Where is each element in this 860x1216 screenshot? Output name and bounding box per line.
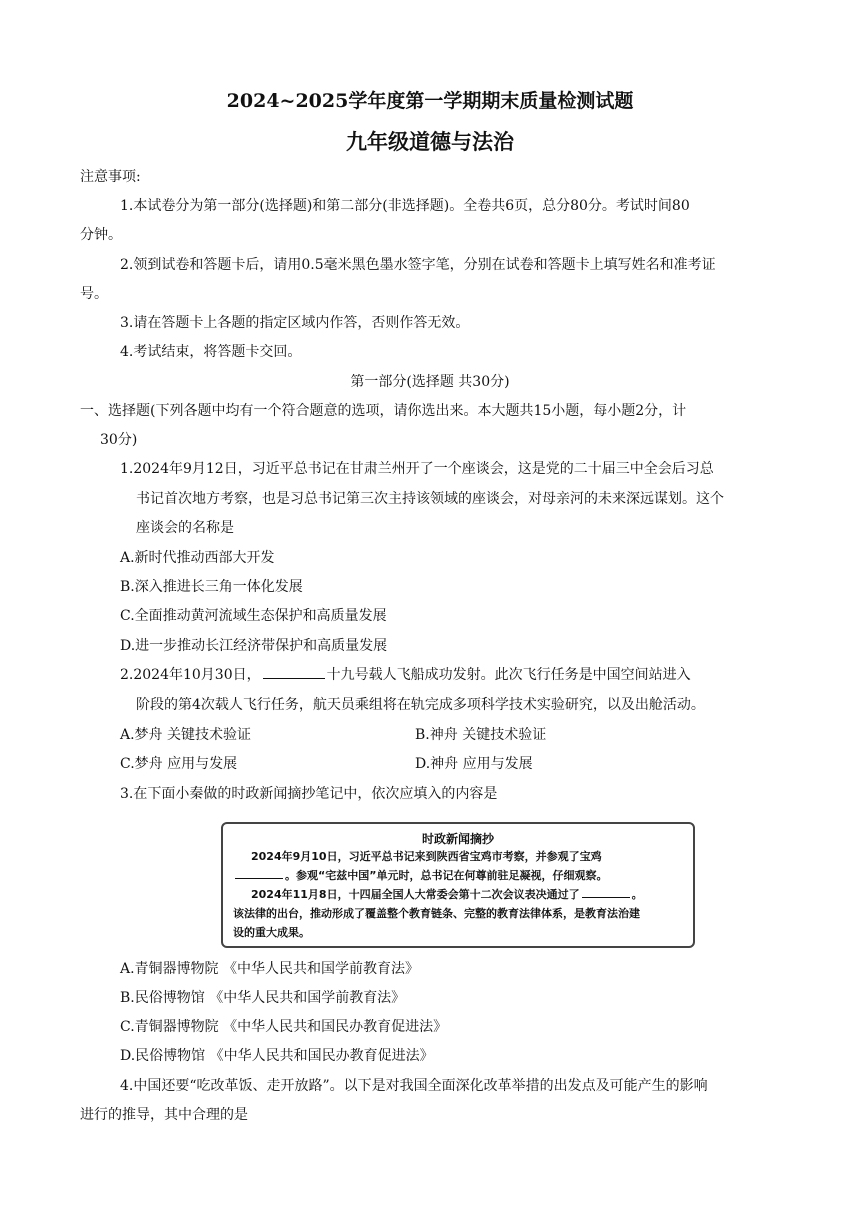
q4-stem-2: 进行的推导，其中合理的是: [80, 1107, 248, 1123]
q1-option-a: A.新时代推动西部大开发: [120, 550, 275, 566]
news-excerpt-box: [221, 822, 695, 948]
q2-option-c: C.梦舟 应用与发展: [120, 756, 238, 772]
q2-stem-start: 2.2024年10月30日，: [120, 667, 261, 683]
notes-heading: 注意事项:: [80, 169, 141, 185]
q1-stem-2: 书记首次地方考察，也是习总书记第三次主持该领域的座谈会，对母亲河的未来深远谋划。这个: [136, 491, 724, 507]
news-line-2: [233, 867, 607, 885]
note-4: 4.考试结束，将答题卡交回。: [120, 344, 302, 360]
q2-option-d: D.神舟 应用与发展: [415, 756, 533, 772]
exam-title: 2024~2025学年度第一学期期末质量检测试题: [226, 90, 634, 112]
news-box-title: 时政新闻摘抄: [421, 832, 494, 846]
q3-option-d: D.民俗博物馆 《中华人民共和国民办教育促进法》: [120, 1048, 434, 1064]
q2-stem: [120, 664, 691, 686]
q1-option-b: B.深入推进长三角一体化发展: [120, 579, 303, 595]
section-instructions: 一、选择题(下列各题中均有一个符合题意的选项，请你选出来。本大题共15小题，每小题2分，计: [80, 403, 687, 419]
note-2-cont: 号。: [80, 286, 108, 302]
note-1: 1.本试卷分为第一部分(选择题)和第二部分(非选择题)。全卷共6页，总分80分。考试时间80: [120, 198, 690, 214]
q4-stem: 4.中国还要“吃改革饭、走开放路”。以下是对我国全面深化改革举措的出发点及可能产生的影响: [120, 1078, 708, 1094]
news-blank-1: [235, 868, 283, 879]
q3-option-a: A.青铜器博物院 《中华人民共和国学前教育法》: [120, 961, 420, 977]
news-line-2-text: 。参观“宅兹中国”单元时，总书记在何尊前驻足凝视，仔细观察。: [285, 869, 608, 882]
news-line-5: 设的重大成果。: [233, 926, 310, 939]
q1-stem-3: 座谈会的名称是: [136, 520, 234, 536]
news-line-4: 该法律的出台，推动形成了覆盖整个教育链条、完整的教育法律体系，是教育法治建: [233, 907, 640, 920]
q2-option-a: A.梦舟 关键技术验证: [120, 727, 252, 743]
news-line-3-text: 2024年11月8日，十四届全国人大常委会第十二次会议表决通过了: [251, 888, 580, 901]
q1-stem: 1.2024年9月12日，习近平总书记在甘肃兰州开了一个座谈会，这是党的二十届三中全会后习总: [120, 461, 714, 477]
exam-subtitle: 九年级道德与法治: [346, 129, 514, 154]
q1-option-d: D.进一步推动长江经济带保护和高质量发展: [120, 638, 388, 654]
q2-option-b: B.神舟 关键技术验证: [415, 727, 547, 743]
note-3: 3.请在答题卡上各题的指定区域内作答，否则作答无效。: [120, 315, 470, 331]
section-instructions-cont: 30分): [100, 432, 138, 448]
news-blank-2: [582, 887, 630, 898]
note-1-cont: 分钟。: [80, 227, 122, 243]
q2-stem-2: 阶段的第4次载人飞行任务，航天员乘组将在轨完成多项科学技术实验研究，以及出舱活动。: [136, 697, 705, 713]
q2-blank: [263, 664, 325, 679]
news-line-3-end: 。: [631, 888, 643, 901]
q3-stem: 3.在下面小秦做的时政新闻摘抄笔记中，依次应填入的内容是: [120, 786, 498, 802]
note-2: 2.领到试卷和答题卡后，请用0.5毫米黑色墨水签字笔，分别在试卷和答题卡上填写姓名和准考证: [120, 257, 716, 273]
news-line-3: [251, 886, 643, 904]
news-line-1: 2024年9月10日，习近平总书记来到陕西省宝鸡市考察，并参观了宝鸡: [251, 850, 602, 863]
part1-heading: 第一部分(选择题 共30分): [350, 374, 510, 390]
q3-option-b: B.民俗博物馆 《中华人民共和国学前教育法》: [120, 990, 406, 1006]
q1-option-c: C.全面推动黄河流域生态保护和高质量发展: [120, 608, 387, 624]
q2-stem-end: 十九号载人飞船成功发射。此次飞行任务是中国空间站进入: [326, 667, 691, 683]
q3-option-c: C.青铜器博物院 《中华人民共和国民办教育促进法》: [120, 1019, 448, 1035]
